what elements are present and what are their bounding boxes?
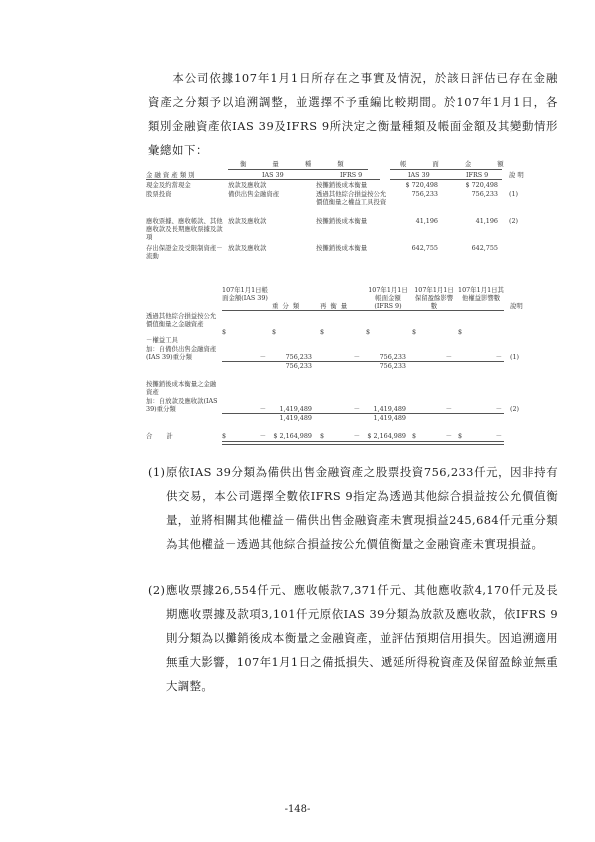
divider	[228, 169, 368, 170]
note-text: 原依IAS 39分類為備供出售金融資產之股票投資756,233仟元，因非持有供交易，本公司選擇全數依IFRS 9指定為透過其他綜合損益按公允價值衡量，並將相關其他權益－備供出售金融資產未實現損益245,684仟元重分類為其他權益－透過其他綜合損益按公允價值衡量之金融資產未實現損益。	[166, 465, 558, 551]
table1-header-category: 金 融 資 產 類 別	[146, 171, 195, 179]
note-text: 應收票據26,554仟元、應收帳款7,371仟元、其他應收款4,170仟元及長期應收票據及款項3,101仟元原依IAS 39分類為放款及應收款，依IFRS 9則分類為以攤銷後成本衡量之金融資產，並評估預期信用損失。因追溯適用無重大影響，107年1月1日之備抵損失、遞延所得稅資產及保留盈餘並無重大調整。	[166, 583, 558, 693]
page-number: -148-	[284, 804, 311, 815]
table2-total-c4: $ 2,164,989	[367, 432, 406, 440]
table1-row-ifrs9: 按攤銷後成本衡量	[316, 181, 368, 189]
table2-total-c5: －	[445, 432, 452, 440]
table2-section1-c3-currency: $	[320, 328, 325, 336]
table2-total-c6-currency: $	[458, 432, 463, 440]
divider	[222, 310, 504, 311]
table1-row-ifrs9: 透過其他綜合損益按公允價值衡量之權益工具投資	[316, 190, 387, 206]
table1-header-ias39: IAS 39	[262, 171, 284, 179]
table2-section1-title: 透過其他綜合損益按公允價值衡量之金融資產	[146, 312, 217, 328]
table2-header-note: 說明	[510, 302, 523, 310]
table2-section2-item: 加：自放款及應收款(IAS 39)重分類	[146, 397, 218, 413]
table2-section1-c6-currency: $	[458, 328, 463, 336]
note-1	[148, 460, 558, 580]
table2-section2-c2: 1,419,489	[279, 405, 312, 413]
divider	[258, 179, 318, 180]
table1-row-ias39: 放款及應收款	[228, 244, 267, 252]
table1-row-ifrs9: 按攤銷後成本衡量	[316, 244, 368, 252]
table2-header-ias39-amount: 107年1月1日帳面金額(IAS 39)	[222, 286, 268, 302]
table1-row-note: (1)	[509, 190, 519, 198]
table1-group-measure: 衡 量 種 類	[240, 160, 356, 168]
table2-section2-c5: －	[445, 405, 452, 413]
table2-section1-c1: －	[259, 353, 266, 361]
table2-section1-c5-currency: $	[412, 328, 417, 336]
divider	[390, 169, 502, 170]
note-label: (2)	[148, 583, 166, 597]
intro-text: 本公司依據107年1月1日所存在之事實及情況，於該日評估已存在金融資產之分類予以追溯調整，並選擇不予重編比較期間。於107年1月1日，各類別金融資產依IAS 39及IFRS 9所決定之衡量種類及帳面金額及其變動情形彙總如下：	[148, 71, 558, 157]
table2-section1-c3: －	[353, 353, 360, 361]
table1-row-amount-ias39: 756,233	[411, 190, 438, 198]
table1-row-amount-ias39: 642,755	[411, 244, 438, 252]
table1-row-ias39: 放款及應收款	[228, 217, 267, 225]
table1-row-amount-ias39: $ 720,498	[405, 181, 438, 189]
table2-header-ifrs9-amount: 107年1月1日帳面金額(IFRS 9)	[368, 286, 408, 310]
table2-section1-c4-currency: $	[366, 328, 371, 336]
table1-header-ifrs9-amount: IFRS 9	[466, 171, 489, 179]
table2-section1-item: 加：自備供出售金融資產(IAS 39)重分類	[146, 345, 217, 361]
table2-section1-c2-currency: $	[272, 328, 277, 336]
table2-total-c1: －	[259, 432, 266, 440]
table2-total-c3-currency: $	[320, 432, 325, 440]
table1-row-amount-ifrs9: $ 720,498	[465, 181, 498, 189]
table2-total-c3: －	[353, 432, 360, 440]
divider	[390, 179, 502, 180]
intro-paragraph	[148, 66, 558, 162]
table1-row-amount-ias39: 41,196	[415, 217, 438, 225]
table1-row-ias39: 放款及應收款	[228, 181, 267, 189]
table2-header-remeasure: 再衡量	[320, 302, 352, 310]
table2-section2-c3: －	[353, 405, 360, 413]
note-label: (1)	[148, 465, 166, 479]
table1-row-category: 應收票據、應收帳款、其他應收款及長期應收票據及款項	[146, 217, 223, 241]
table2-header-other-equity: 107年1月1日其他權益影響數	[458, 286, 504, 302]
table2-header-reclass: 重分類	[272, 302, 304, 310]
table1-row-category: 現金及約當現金	[146, 181, 191, 189]
table2-total-c1-currency: $	[222, 432, 227, 440]
table2-section2-title: 按攤銷後成本衡量之金融資產	[146, 380, 217, 396]
table2-section1-subtotal-c2: 756,233	[285, 362, 312, 370]
table1-header-note: 說 明	[509, 171, 524, 179]
table2-total-c6: －	[495, 432, 502, 440]
divider	[316, 179, 380, 180]
table2-section1-c6: －	[495, 353, 502, 361]
table1-header-ifrs9: IFRS 9	[340, 171, 363, 179]
table1-row-note: (2)	[509, 217, 519, 225]
table2-total-c2: $ 2,164,989	[273, 432, 312, 440]
table1-group-amount: 帳 面 金 額	[400, 160, 516, 168]
table2-header-retained-earnings: 107年1月1日保留盈餘影響數	[414, 286, 454, 310]
table2-section1-c4: 756,233	[379, 353, 406, 361]
table2-section1-c2: 756,233	[285, 353, 312, 361]
table1-header-ias39-amount: IAS 39	[408, 171, 430, 179]
table2-section2-c1: －	[259, 405, 266, 413]
table2-section1-subtotal-c4: 756,233	[379, 362, 406, 370]
table2-section2-subtotal-c4: 1,419,489	[373, 414, 406, 422]
table1-row-amount-ifrs9: 41,196	[475, 217, 498, 225]
table2-section1-c5: －	[445, 353, 452, 361]
table1-row-category: 股票投資	[146, 190, 172, 198]
table2-section1-c1-currency: $	[222, 328, 227, 336]
table1-row-amount-ifrs9: 756,233	[471, 190, 498, 198]
table2-section2-subtotal-c2: 1,419,489	[279, 414, 312, 422]
table1-row-amount-ifrs9: 642,755	[471, 244, 498, 252]
table2-section2-note: (2)	[510, 405, 520, 413]
table1-row-ias39: 備供出售金融資產	[228, 190, 280, 198]
table2-total-c5-currency: $	[412, 432, 417, 440]
note-2	[148, 578, 558, 718]
table1-row-ifrs9: 按攤銷後成本衡量	[316, 217, 368, 225]
table2-section1-note: (1)	[510, 353, 520, 361]
total-underline	[222, 441, 504, 445]
table2-section2-c4: 1,419,489	[373, 405, 406, 413]
table1-row-category: 存出保證金及受限制資產－流動	[146, 244, 223, 260]
table2-section2-c6: －	[495, 405, 502, 413]
table2-total-label: 合 計	[146, 432, 179, 440]
table2-section1-subtitle: －權益工具	[146, 336, 178, 344]
